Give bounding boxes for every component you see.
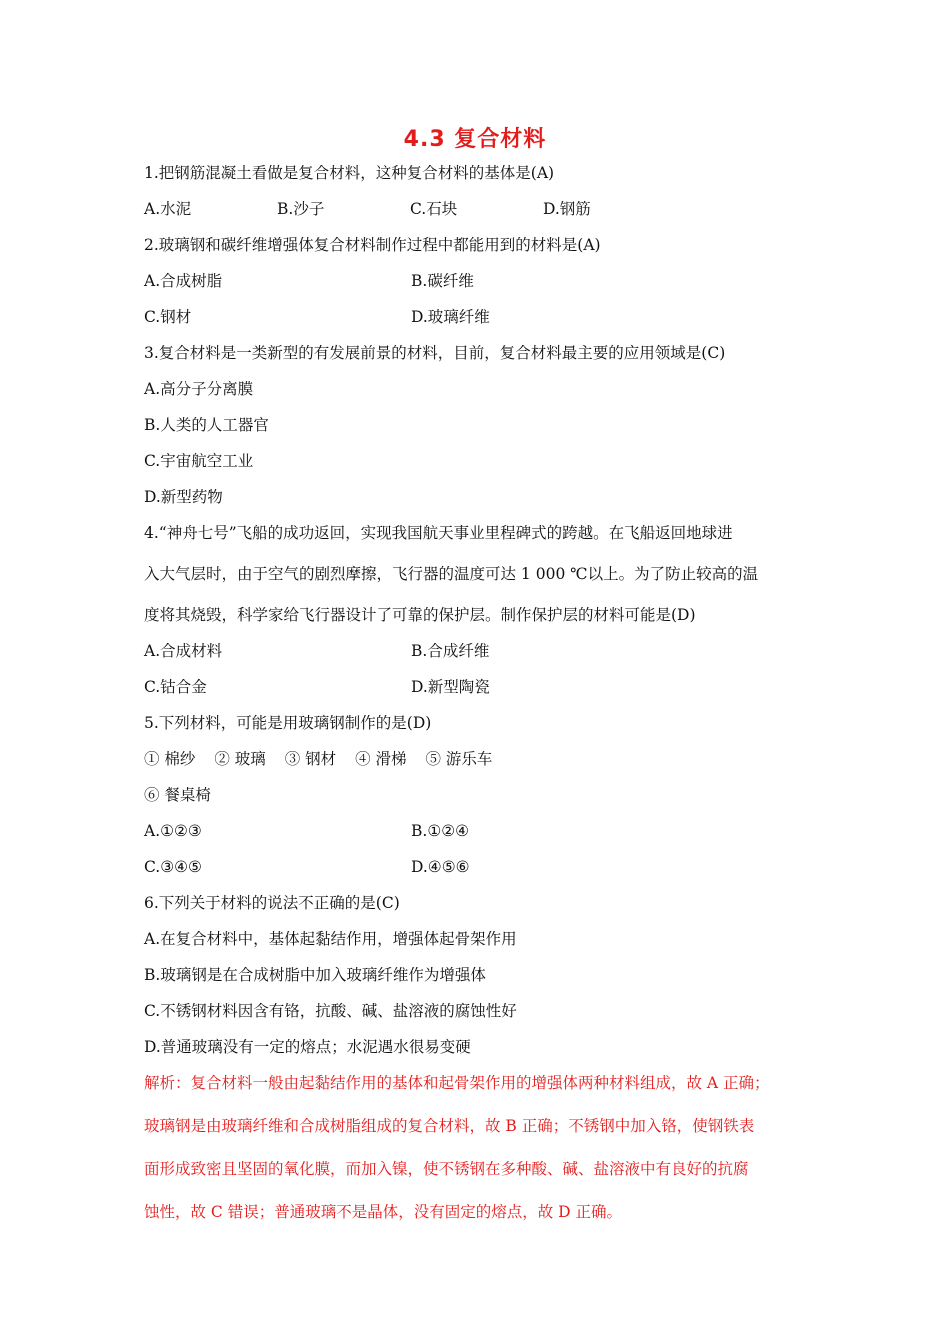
question-5-options-row-2 (144, 854, 824, 890)
option-b: B.碳纤维 (411, 272, 474, 290)
question-2-options-row-2 (144, 304, 824, 340)
option-d: D.普通玻璃没有一定的熔点；水泥遇水很易变硬 (144, 1038, 471, 1056)
option-b: B.合成纤维 (411, 642, 490, 660)
question-4-options-row-2 (144, 674, 824, 710)
question-5-item-6: ⑥ 餐桌椅 (144, 786, 211, 804)
question-5-options-row-1 (144, 818, 824, 854)
option-d: D.玻璃纤维 (411, 308, 490, 326)
option-c: C.钢材 (144, 308, 192, 326)
option-d: D.钢筋 (543, 200, 591, 218)
question-2-options-row-1 (144, 268, 824, 304)
option-b: B.玻璃钢是在合成树脂中加入玻璃纤维作为增强体 (144, 966, 486, 984)
option-a: A.水泥 (144, 200, 192, 218)
item-2: ② 玻璃 (214, 750, 266, 768)
option-c: C.钴合金 (144, 678, 207, 696)
option-c: C.宇宙航空工业 (144, 452, 254, 470)
option-c: C.③④⑤ (144, 858, 202, 876)
item-5: ⑤ 游乐车 (425, 750, 493, 768)
option-d: D.新型陶瓷 (411, 678, 490, 696)
item-1: ① 棉纱 (144, 750, 196, 768)
option-a: A.合成材料 (144, 642, 223, 660)
question-6-stem: 6.下列关于材料的说法不正确的是(C) (144, 894, 400, 912)
analysis-line-1: 解析：复合材料一般由起黏结作用的基体和起骨架作用的增强体两种材料组成，故 A 正确； (144, 1074, 770, 1092)
item-3: ③ 钢材 (284, 750, 337, 768)
question-4-stem-line-3: 度将其烧毁，科学家给飞行器设计了可靠的保护层。制作保护层的材料可能是(D) (144, 606, 696, 624)
option-a: A.在复合材料中，基体起黏结作用，增强体起骨架作用 (144, 930, 517, 948)
analysis-line-3: 面形成致密且坚固的氧化膜，而加入镍，使不锈钢在多种酸、碱、盐溶液中有良好的抗腐 (144, 1160, 749, 1178)
question-list (144, 160, 824, 1242)
option-b: B.①②④ (411, 822, 470, 840)
option-a: A.合成树脂 (144, 272, 223, 290)
option-d: D.④⑤⑥ (411, 858, 470, 876)
question-4-stem-line-1: 4.“神舟七号”飞船的成功返回，实现我国航天事业里程碑式的跨越。在飞船返回地球进 (144, 524, 733, 542)
option-b: B.人类的人工器官 (144, 416, 269, 434)
option-b: B.沙子 (277, 200, 325, 218)
page-title: 4.3 复合材料 (403, 127, 547, 152)
question-3-stem: 3.复合材料是一类新型的有发展前景的材料，目前，复合材料最主要的应用领域是(C) (144, 344, 726, 362)
analysis-line-4: 蚀性，故 C 错误；普通玻璃不是晶体，没有固定的熔点，故 D 正确。 (144, 1203, 622, 1221)
question-5-stem: 5.下列材料，可能是用玻璃钢制作的是(D) (144, 714, 432, 732)
option-c: C.石块 (410, 200, 458, 218)
question-4-options-row-1 (144, 638, 824, 674)
option-a: A.①②③ (144, 822, 202, 840)
question-5-items (144, 746, 824, 782)
item-4: ④ 滑梯 (355, 750, 407, 768)
option-a: A.高分子分离膜 (144, 380, 254, 398)
question-1-stem: 1.把钢筋混凝土看做是复合材料，这种复合材料的基体是(A) (144, 164, 555, 182)
question-2-stem: 2.玻璃钢和碳纤维增强体复合材料制作过程中都能用到的材料是(A) (144, 236, 601, 254)
option-d: D.新型药物 (144, 488, 223, 506)
option-c: C.不锈钢材料因含有铬，抗酸、碱、盐溶液的腐蚀性好 (144, 1002, 517, 1020)
question-4-stem-line-2: 入大气层时，由于空气的剧烈摩擦，飞行器的温度可达 1 000 ℃以上。为了防止较高的温 (144, 565, 759, 583)
question-1-options (144, 196, 824, 232)
analysis-line-2: 玻璃钢是由玻璃纤维和合成树脂组成的复合材料，故 B 正确；不锈钢中加入铬，使钢铁表 (144, 1117, 755, 1135)
analysis-block (144, 1070, 824, 1242)
